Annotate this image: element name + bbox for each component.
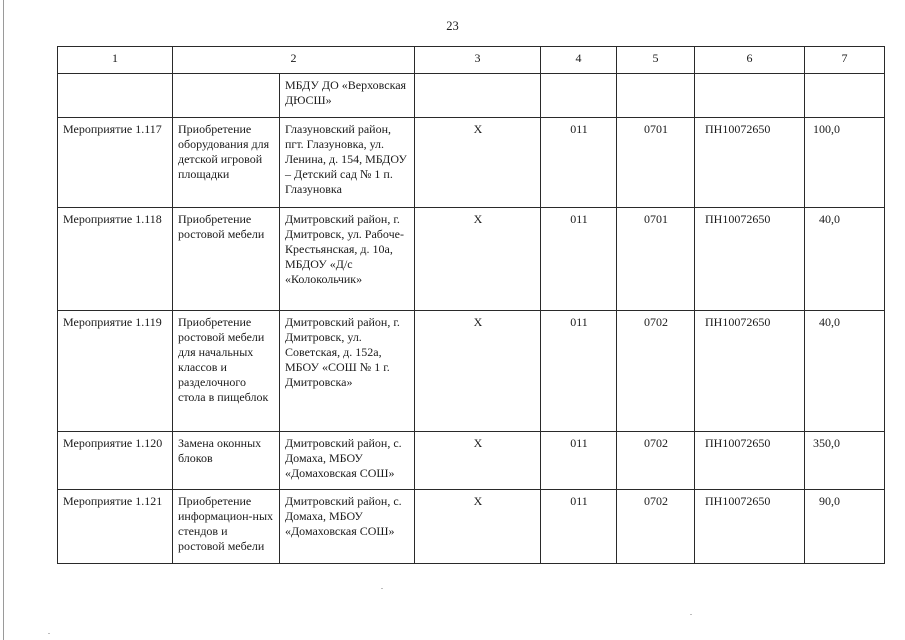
table-row bbox=[58, 432, 885, 490]
cell-col3: Х bbox=[415, 490, 541, 564]
page-number: 23 bbox=[446, 19, 459, 33]
cell-col7: 40,0 bbox=[805, 208, 885, 311]
cell-col3: Х bbox=[415, 118, 541, 208]
header-col-4: 4 bbox=[541, 47, 617, 74]
cell-event: Мероприятие 1.119 bbox=[58, 311, 173, 432]
header-col-1: 1 bbox=[58, 47, 173, 74]
cell-col3 bbox=[415, 74, 541, 118]
cell-col7: 40,0 bbox=[805, 311, 885, 432]
cell-event: Мероприятие 1.121 bbox=[58, 490, 173, 564]
cell-col4: 011 bbox=[541, 490, 617, 564]
header-col-3: 3 bbox=[415, 47, 541, 74]
table-row-continuation bbox=[58, 74, 885, 118]
cell-description: Приобретение ростовой мебели для начальных классов и разделочного стола в пищеблок bbox=[173, 311, 280, 432]
table-row bbox=[58, 118, 885, 208]
header-row bbox=[58, 47, 885, 74]
cell-description: Приобретение ростовой мебели bbox=[173, 208, 280, 311]
cell-col6: ПН10072650 bbox=[695, 432, 805, 490]
cell-col4: 011 bbox=[541, 208, 617, 311]
cell-col6: ПН10072650 bbox=[695, 208, 805, 311]
scan-speck bbox=[381, 588, 383, 589]
cell-col7 bbox=[805, 74, 885, 118]
cell-col7: 100,0 bbox=[805, 118, 885, 208]
scan-speck bbox=[690, 614, 692, 615]
table-row bbox=[58, 208, 885, 311]
cell-location: Дмитровский район, г. Дмитровск, ул. Советская, д. 152а, МБОУ «СОШ № 1 г. Дмитровска» bbox=[280, 311, 415, 432]
cell-col6 bbox=[695, 74, 805, 118]
cell-col5 bbox=[617, 74, 695, 118]
cell-event: Мероприятие 1.120 bbox=[58, 432, 173, 490]
cell-col3: Х bbox=[415, 432, 541, 490]
cell-col7: 350,0 bbox=[805, 432, 885, 490]
cell-col5: 0702 bbox=[617, 432, 695, 490]
cell-event: Мероприятие 1.117 bbox=[58, 118, 173, 208]
cell-location: Дмитровский район, с. Домаха, МБОУ «Домаховская СОШ» bbox=[280, 490, 415, 564]
cell-event bbox=[58, 74, 173, 118]
cell-col4: 011 bbox=[541, 311, 617, 432]
cell-col5: 0702 bbox=[617, 311, 695, 432]
cell-location: Дмитровский район, г. Дмитровск, ул. Рабоче-Крестьянская, д. 10а, МБДОУ «Д/с «Колокольчик» bbox=[280, 208, 415, 311]
cell-col5: 0701 bbox=[617, 118, 695, 208]
budget-table bbox=[57, 46, 885, 564]
cell-col6: ПН10072650 bbox=[695, 311, 805, 432]
cell-event: Мероприятие 1.118 bbox=[58, 208, 173, 311]
cell-col3: Х bbox=[415, 311, 541, 432]
cell-col7: 90,0 bbox=[805, 490, 885, 564]
header-col-6: 6 bbox=[695, 47, 805, 74]
table-row bbox=[58, 311, 885, 432]
scan-speck bbox=[48, 633, 50, 634]
cell-col6: ПН10072650 bbox=[695, 490, 805, 564]
cell-col5: 0701 bbox=[617, 208, 695, 311]
header-col-5: 5 bbox=[617, 47, 695, 74]
cell-description: Приобретение информацион-ных стендов и ростовой мебели bbox=[173, 490, 280, 564]
cell-col4: 011 bbox=[541, 118, 617, 208]
cell-col4 bbox=[541, 74, 617, 118]
cell-description bbox=[173, 74, 280, 118]
cell-description: Приобретение оборудования для детской игровой площадки bbox=[173, 118, 280, 208]
cell-col3: Х bbox=[415, 208, 541, 311]
cell-description: Замена оконных блоков bbox=[173, 432, 280, 490]
cell-location: Глазуновский район, пгт. Глазуновка, ул. Ленина, д. 154, МБДОУ – Детский сад № 1 п. Глазуновка bbox=[280, 118, 415, 208]
cell-col5: 0702 bbox=[617, 490, 695, 564]
cell-location: Дмитровский район, с. Домаха, МБОУ «Домаховская СОШ» bbox=[280, 432, 415, 490]
cell-col6: ПН10072650 bbox=[695, 118, 805, 208]
cell-col4: 011 bbox=[541, 432, 617, 490]
header-col-2: 2 bbox=[173, 47, 415, 74]
scan-left-edge bbox=[3, 0, 4, 640]
cell-location: МБДУ ДО «Верховская ДЮСШ» bbox=[280, 74, 415, 118]
header-col-7: 7 bbox=[805, 47, 885, 74]
table-row bbox=[58, 490, 885, 564]
